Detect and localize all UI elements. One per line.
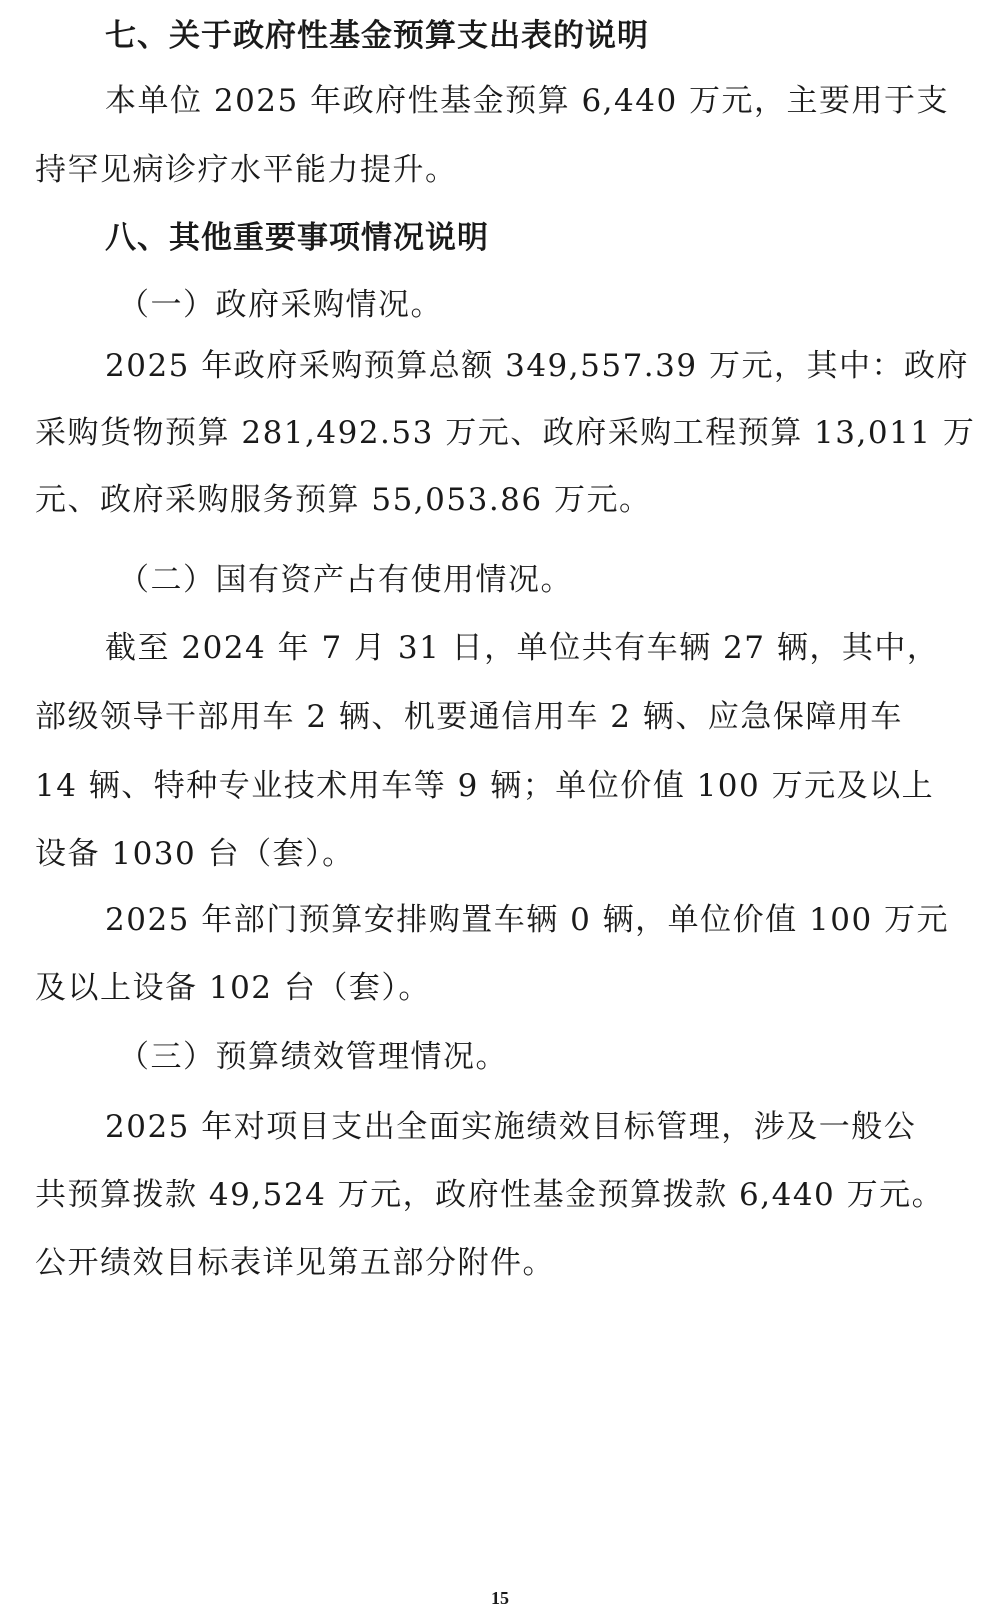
procurement-line-2: 采购货物预算 281,492.53 万元、政府采购工程预算 13,011 万: [35, 415, 976, 451]
procurement-line-1: 2025 年政府采购预算总额 349,557.39 万元，其中：政府: [105, 348, 969, 384]
section-7-paragraph-line-2: 持罕见病诊疗水平能力提升。: [35, 152, 458, 188]
page-number: 15: [491, 1588, 509, 1608]
performance-line-2: 共预算拨款 49,524 万元，政府性基金预算拨款 6,440 万元。: [35, 1177, 945, 1213]
assets-line-2: 部级领导干部用车 2 辆、机要通信用车 2 辆、应急保障用车: [35, 699, 903, 735]
performance-subheading: （三）预算绩效管理情况。: [118, 1039, 508, 1075]
section-7-paragraph-line-1: 本单位 2025 年政府性基金预算 6,440 万元，主要用于支: [105, 83, 950, 119]
assets-line-4: 设备 1030 台（套）。: [35, 836, 355, 872]
section-7-heading: 七、关于政府性基金预算支出表的说明: [105, 18, 649, 54]
procurement-line-3: 元、政府采购服务预算 55,053.86 万元。: [35, 482, 652, 518]
procurement-subheading: （一）政府采购情况。: [118, 287, 443, 323]
assets-line-3: 14 辆、特种专业技术用车等 9 辆；单位价值 100 万元及以上: [35, 768, 935, 804]
assets-subheading: （二）国有资产占有使用情况。: [118, 562, 573, 598]
assets-line-6: 及以上设备 102 台（套）。: [35, 970, 431, 1006]
section-8-heading: 八、其他重要事项情况说明: [105, 220, 489, 256]
assets-line-5: 2025 年部门预算安排购置车辆 0 辆，单位价值 100 万元: [105, 902, 950, 938]
assets-line-1: 截至 2024 年 7 月 31 日，单位共有车辆 27 辆，其中，: [105, 630, 940, 666]
performance-line-3: 公开绩效目标表详见第五部分附件。: [35, 1245, 555, 1281]
performance-line-1: 2025 年对项目支出全面实施绩效目标管理，涉及一般公: [105, 1109, 917, 1145]
